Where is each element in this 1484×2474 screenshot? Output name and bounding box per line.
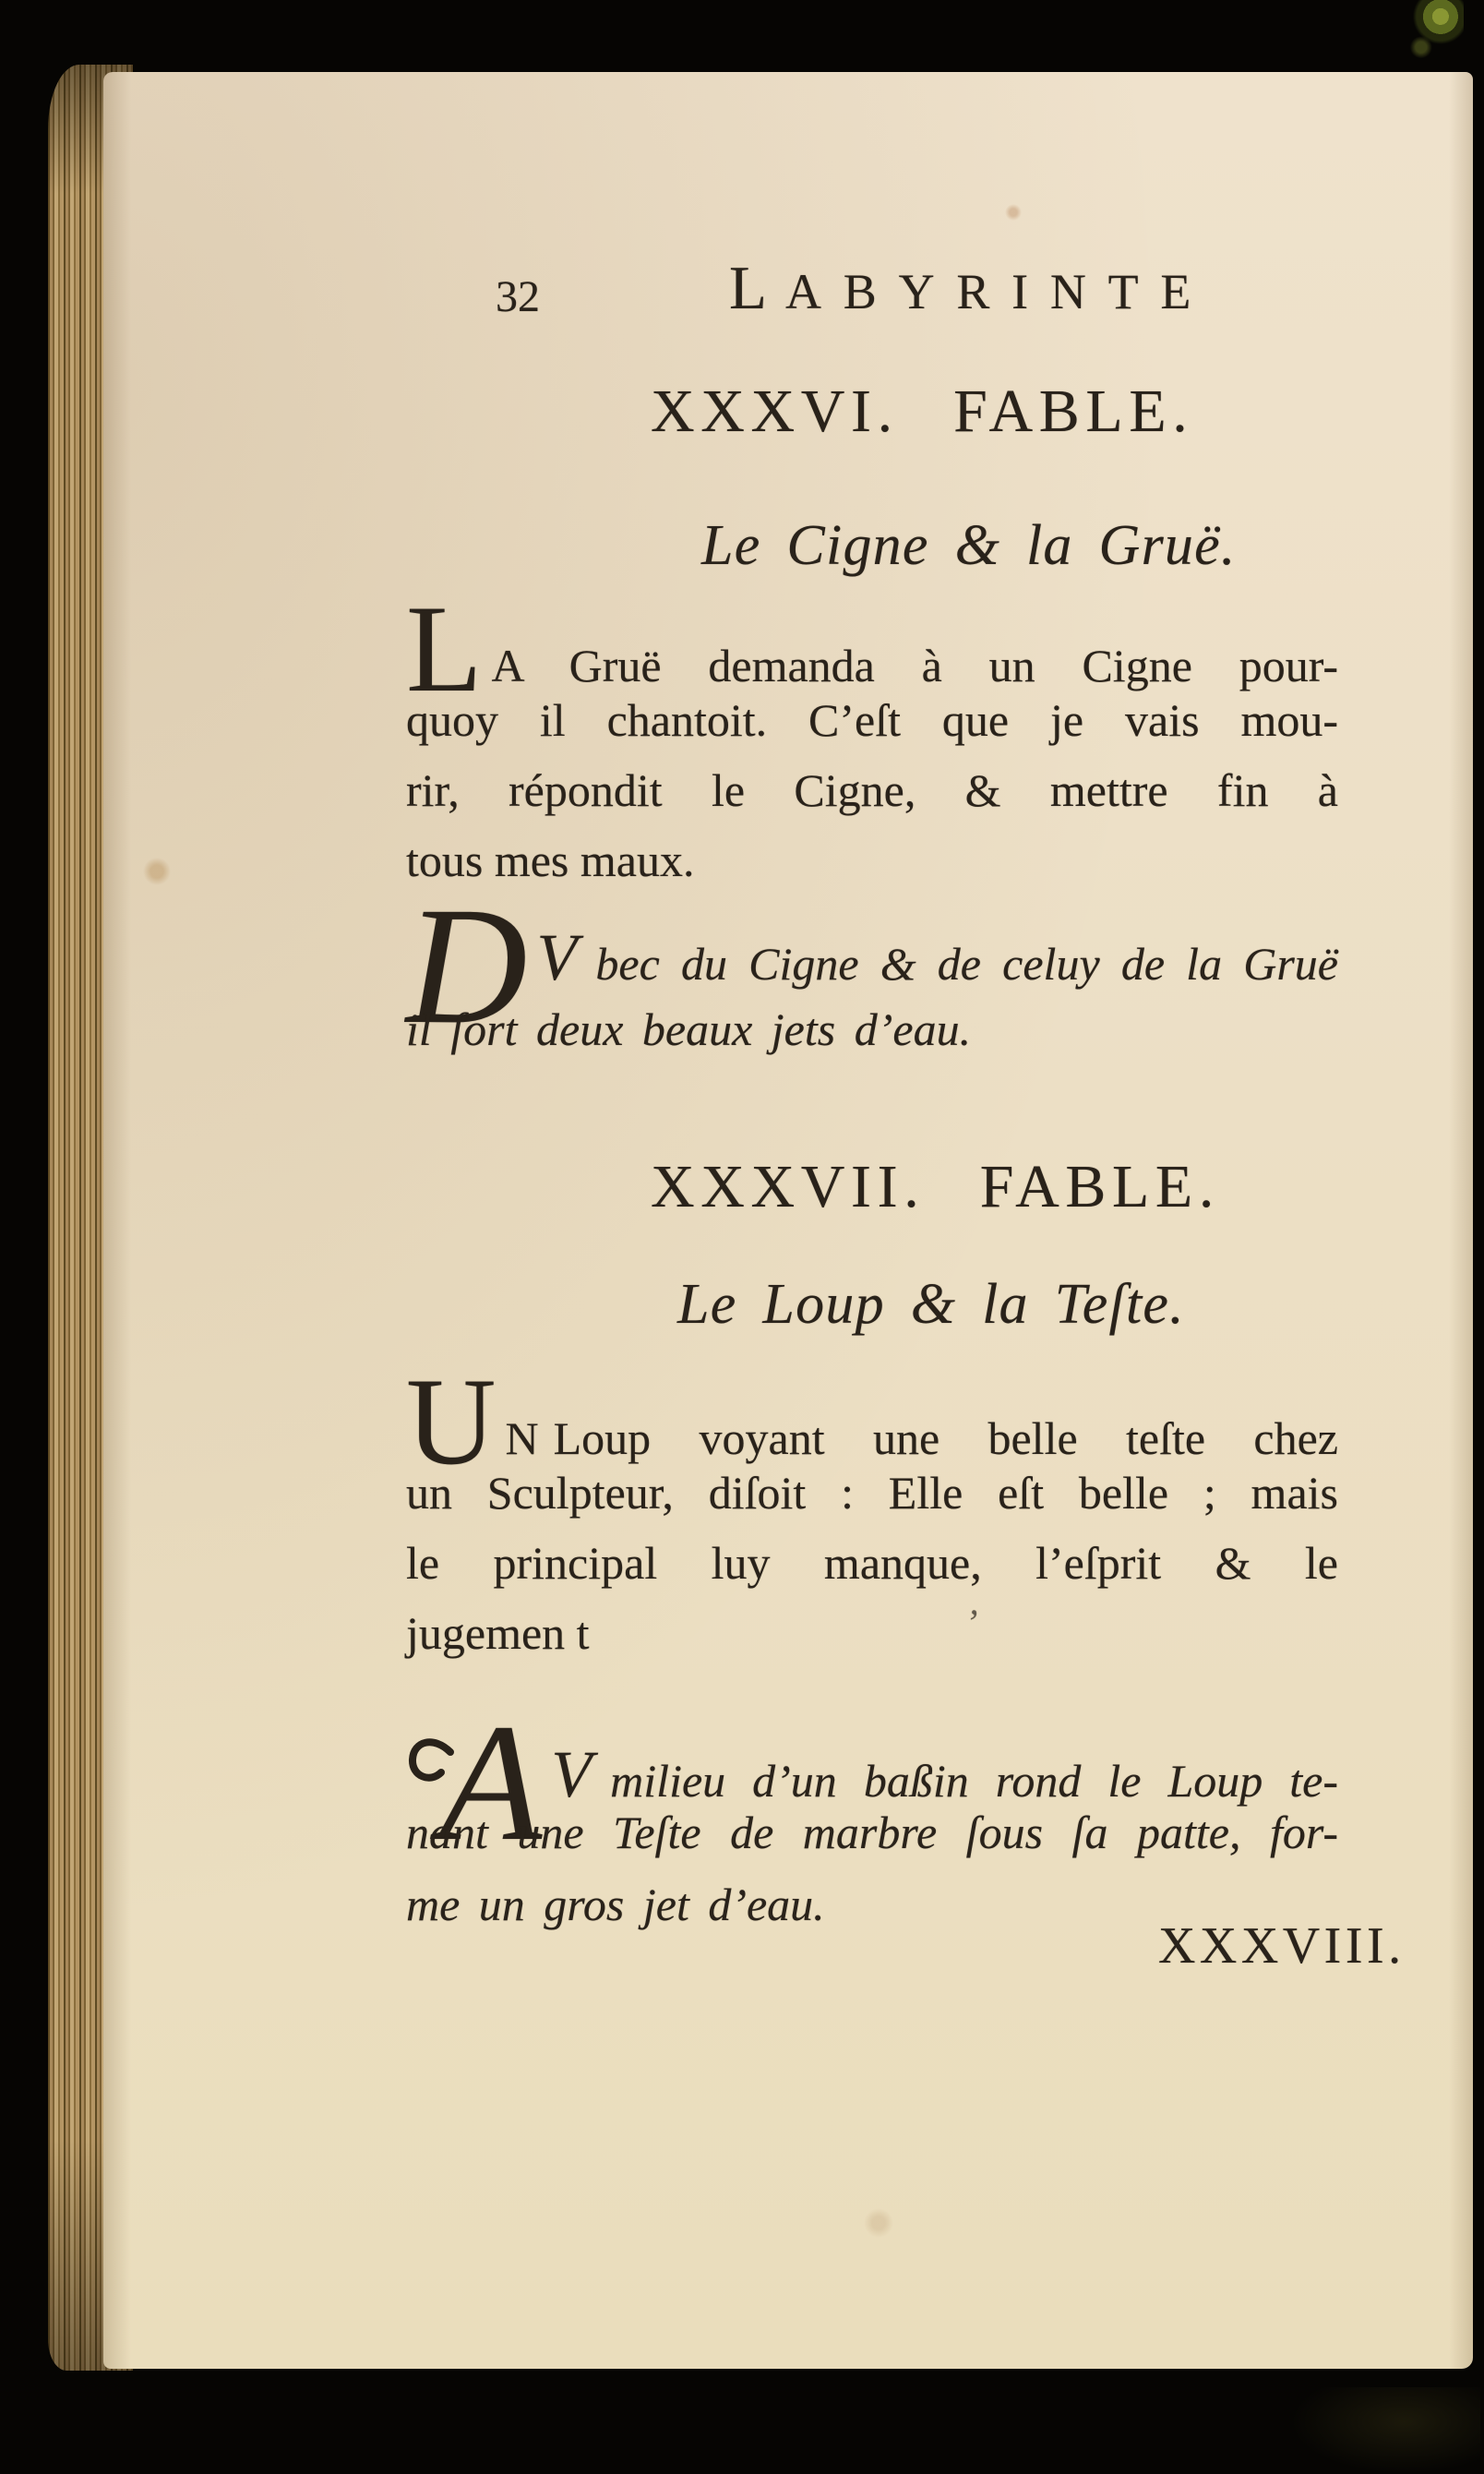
verse-line (406, 993, 1338, 1065)
fable-36-verse (406, 873, 1338, 1065)
verse-line (406, 1796, 1338, 1868)
body-text: A Gruë demanda à un Cigne pour- (491, 640, 1338, 691)
fable-37-body (406, 1353, 1338, 1668)
body-line (406, 755, 1338, 825)
body-line (406, 1458, 1338, 1528)
second-capital: N (505, 1412, 539, 1464)
fable-37-verse (406, 1690, 1338, 1940)
stray-ink-mark: ’ (965, 1602, 978, 1643)
binding-cloth-fleck (1403, 0, 1464, 59)
body-text: quoy il chantoit. C’eſt que je vais mou- (406, 694, 1338, 746)
drop-cap-initial: U (406, 1353, 497, 1491)
body-text: le principal luy manque, l’eſprit & le (406, 1537, 1338, 1589)
drop-cap-initial: A (439, 1690, 543, 1876)
drop-cap-initial: L (406, 581, 483, 718)
body-line (406, 1598, 1338, 1668)
fable-37-heading: XXXVII. FABLE. (651, 1153, 1220, 1220)
body-line (406, 581, 1338, 718)
body-line (406, 1353, 1338, 1491)
drop-cap-initial: D (406, 873, 528, 1059)
body-text: un Sculpteur, diſoit : Elle eſt belle ; mais (406, 1467, 1338, 1519)
verse-text: me un gros jet d’eau. (406, 1879, 825, 1930)
body-text: Loup voyant une belle teſte chez (553, 1412, 1338, 1464)
body-line (406, 825, 1338, 895)
fable-36-body (406, 581, 1338, 895)
body-text: tous mes maux. (406, 835, 695, 886)
running-head: LABYRINTE (729, 254, 1214, 322)
backdrop-smudge (1290, 2387, 1480, 2474)
fable-37-subtitle: Le Loup & la Teſte. (677, 1273, 1185, 1336)
second-capital: V (536, 920, 578, 994)
verse-text: bec du Cigne & de celuy de la Gruë (595, 938, 1338, 990)
verse-text: il ſort deux beaux jets d’eau. (406, 1003, 972, 1055)
body-text: jugemen t (406, 1607, 590, 1659)
verse-text: nant une Teſte de marbre ſous ſa patte, for- (406, 1807, 1338, 1858)
body-text: rir, répondit le Cigne, & mettre fin à (406, 764, 1338, 816)
book-page (103, 72, 1473, 2369)
page-number: 32 (496, 272, 540, 321)
body-line (406, 1528, 1338, 1598)
fable-36-heading: XXXVI. FABLE. (651, 378, 1194, 445)
verse-text: milieu d’un baßin rond le Loup te- (610, 1755, 1338, 1807)
body-line (406, 685, 1338, 755)
fable-36-subtitle: Le Cigne & la Gruë. (701, 514, 1237, 577)
catchword: XXXVIII. (1158, 1917, 1406, 1975)
second-capital: V (551, 1737, 592, 1811)
